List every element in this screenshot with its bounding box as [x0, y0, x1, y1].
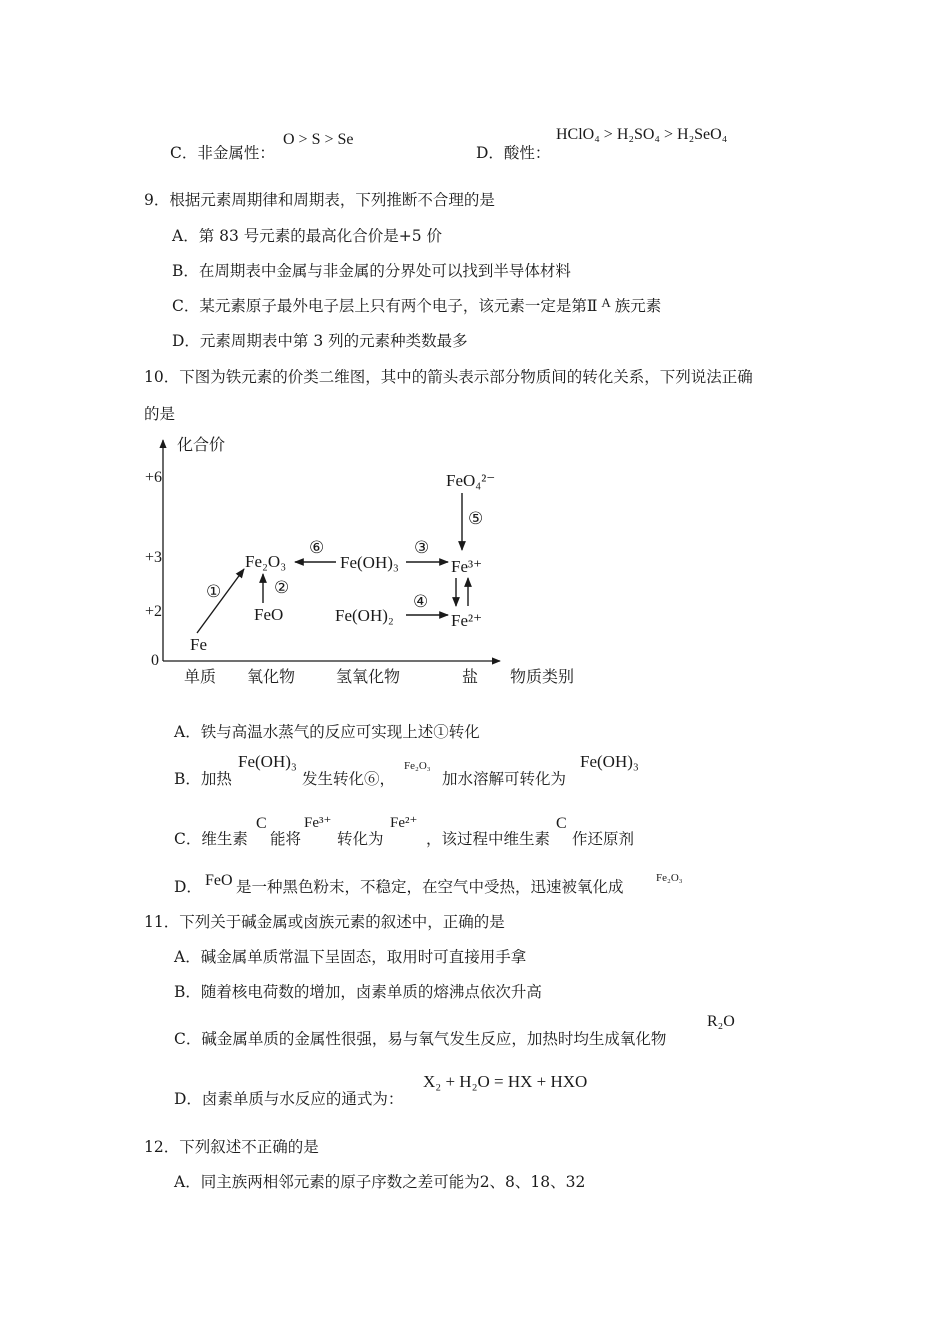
- q11-option-b: B．随着核电荷数的增加，卤素单质的熔沸点依次升高: [174, 983, 542, 1001]
- q10-option-b-formula3: Fe(OH)₃: [580, 752, 639, 771]
- q8-option-d-formula: HClO₄ > H₂SO₄ > H₂SeO₄: [556, 126, 728, 143]
- y-tick-zero: 0: [151, 652, 159, 669]
- q11-option-a: A．碱金属单质常温下呈固态，取用时可直接用手拿: [174, 948, 527, 966]
- q9-stem: 9．根据元素周期律和周期表，下列推断不合理的是: [144, 191, 495, 209]
- q9-option-c-subgroup: A: [601, 295, 611, 310]
- q11-option-c: C．碱金属单质的金属性很强，易与氧气发生反应，加热时均生成氧化物: [174, 1030, 667, 1048]
- arrow-1: [197, 569, 244, 633]
- iron-valence-class-diagram: [140, 428, 600, 690]
- species-fe2: Fe²⁺: [451, 611, 483, 630]
- q10-option-c-vitamin2: C: [556, 815, 567, 832]
- q8-option-c-formula: O > S > Se: [283, 131, 354, 148]
- q11-option-d-formula: X₂ + H₂O = HX + HXO: [423, 1072, 588, 1091]
- q11-option-d: D．卤素单质与水反应的通式为：: [174, 1090, 404, 1108]
- q10-stem-line2: 的是: [144, 405, 176, 423]
- y-axis-title: 化合价: [177, 435, 226, 454]
- species-feoh3: Fe(OH)₃: [340, 553, 399, 572]
- arrow-3-label: ③: [414, 538, 430, 557]
- q10-option-b-text3: 加水溶解可转化为: [442, 770, 567, 788]
- q10-option-c-vitamin1: C: [256, 815, 267, 832]
- arrow-4-label: ④: [413, 592, 429, 611]
- q10-option-d-text2: 是一种黑色粉末，不稳定，在空气中受热，迅速被氧化成: [236, 878, 624, 896]
- q9-option-c-text: C．某元素原子最外电子层上只有两个电子，该元素一定是第Ⅱ: [172, 297, 598, 315]
- species-feoh2: Fe(OH)₂: [335, 606, 394, 625]
- q10-option-b-text1: B．加热: [174, 770, 232, 788]
- q10-option-b-text2: 发生转化⑥，: [302, 770, 396, 788]
- q10-option-c-text5: 作还原剂: [572, 830, 635, 848]
- x-category-hydroxide: 氢氧化物: [336, 667, 401, 686]
- y-tick-plus6: +6: [145, 469, 163, 486]
- q9-option-c-tail: 族元素: [614, 297, 662, 315]
- x-axis-title: 物质类别: [510, 667, 575, 686]
- q9-option-a: A．第 83 号元素的最高化合价是+5 价: [172, 227, 443, 245]
- species-fe3: Fe³⁺: [451, 557, 483, 576]
- q10-stem-line1: 10．下图为铁元素的价类二维图，其中的箭头表示部分物质间的转化关系，下列说法正确: [144, 368, 753, 386]
- species-feo: FeO: [254, 605, 284, 624]
- q10-option-d-text1: D．: [174, 878, 202, 896]
- q10-option-c-text1: C．维生素: [174, 830, 248, 848]
- q12-stem: 12．下列叙述不正确的是: [144, 1138, 319, 1156]
- q10-option-c-text3: 转化为: [337, 830, 384, 848]
- q10-option-c-fe3: Fe³⁺: [304, 815, 332, 831]
- q9-option-c: [172, 294, 661, 316]
- x-category-oxide: 氧化物: [247, 667, 296, 686]
- q12-option-a: A．同主族两相邻元素的原子序数之差可能为2、8、18、32: [174, 1173, 586, 1191]
- arrow-1-label: ①: [206, 582, 222, 601]
- q8-option-d-label: D．酸性：: [476, 144, 551, 162]
- q10-option-d-feo: FeO: [205, 872, 233, 889]
- q9-option-d: D．元素周期表中第 3 列的元素种类数最多: [172, 332, 468, 350]
- species-fe2o3: Fe₂O₃: [245, 552, 287, 571]
- q11-option-c-formula: R₂O: [707, 1013, 735, 1030]
- q10-option-c-text2: 能将: [270, 830, 302, 848]
- q9-option-b: B．在周期表中金属与非金属的分界处可以找到半导体材料: [172, 262, 571, 280]
- species-fe: Fe: [190, 635, 207, 654]
- y-tick-plus3: +3: [145, 549, 163, 566]
- x-category-salt: 盐: [462, 667, 479, 686]
- arrow-5-label: ⑤: [468, 509, 484, 528]
- q10-option-d-fe2o3: Fe₂O₃: [656, 872, 683, 884]
- arrow-2-label: ②: [274, 578, 290, 597]
- q10-option-b-formula2: Fe₂O₃: [404, 760, 431, 772]
- q10-option-c-fe2: Fe²⁺: [390, 815, 418, 831]
- y-tick-plus2: +2: [145, 603, 163, 620]
- q11-stem: 11．下列关于碱金属或卤族元素的叙述中，正确的是: [144, 913, 505, 931]
- x-category-element: 单质: [184, 667, 217, 686]
- q10-option-b-formula1: Fe(OH)₃: [238, 752, 297, 771]
- species-feo4: FeO₄²⁻: [446, 471, 496, 490]
- q10-option-c-text4: ，该过程中维生素: [426, 830, 551, 848]
- arrow-6-label: ⑥: [309, 538, 325, 557]
- q8-option-c-label: C．非金属性：: [170, 144, 275, 162]
- q10-option-a: A．铁与高温水蒸气的反应可实现上述①转化: [174, 723, 480, 741]
